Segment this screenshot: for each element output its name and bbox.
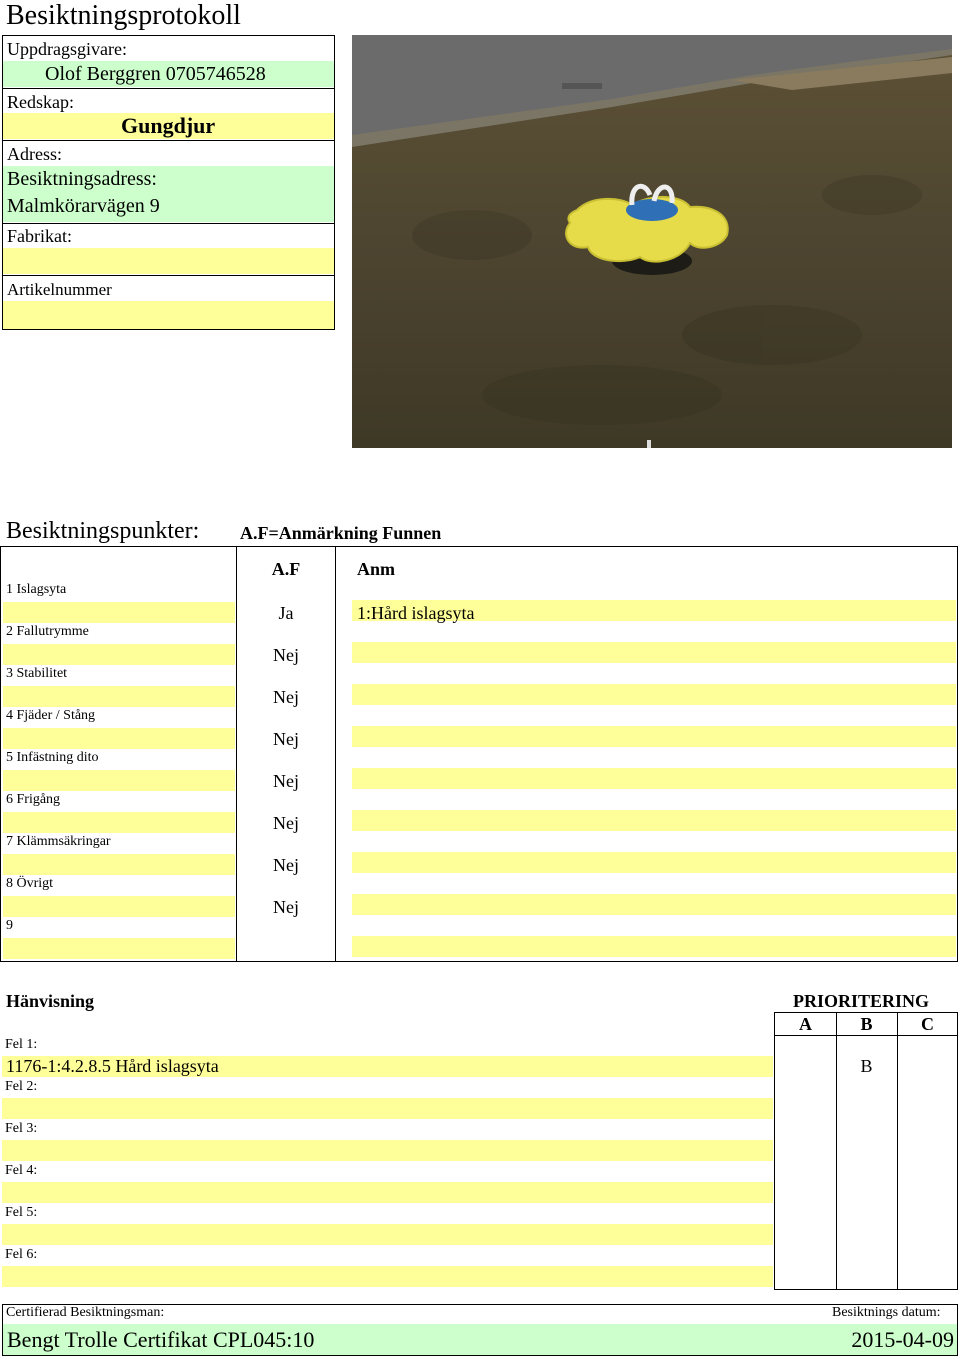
uppdragsgivare-label: Uppdragsgivare: [7,39,127,59]
point-af: Nej [273,687,299,707]
artikelnummer-label: Artikelnummer [7,280,112,299]
prioritering-grid [774,1012,958,1290]
prioritering-heading: PRIORITERING [793,991,930,1011]
point-label: 4 Fjäder / Stång [6,708,96,723]
cert-value: Bengt Trolle Certifikat CPL045:10 [3,1324,957,1355]
uppdragsgivare-value: Olof Berggren 0705746528 [3,61,334,87]
besiktningsadress-block [3,166,334,222]
besiktningsadress-value: Malmkörarvägen 9 [7,195,160,217]
point-af: Ja [278,603,294,623]
fel-prio-b: B [860,1056,873,1076]
fel-value [2,1140,773,1161]
fabrikat-label: Fabrikat: [7,226,72,246]
points-legend: A.F=Anmärkning Funnen [240,523,442,543]
date-label: Besiktnings datum: [832,1305,941,1320]
point-label: 2 Fallutrymme [6,624,89,639]
point-af: Nej [273,729,299,749]
point-af: Nej [273,813,299,833]
equipment-photo [352,35,952,448]
adress-label: Adress: [7,144,62,164]
fel-value: 1176-1:4.2.8.5 Hård islagsyta [2,1056,773,1077]
point-label: 1 Islagsyta [6,582,67,597]
hanvisning-heading: Hänvisning [6,991,95,1011]
equipment-photo-svg [352,35,952,448]
points-heading: Besiktningspunkter: [6,518,200,544]
fel-value [2,1182,773,1203]
prio-col-a: A [799,1014,812,1034]
point-label: 9 [6,918,13,933]
besiktningsadress-label: Besiktningsadress: [7,168,157,190]
fel-label: Fel 3: [5,1121,38,1136]
fel-value [2,1224,773,1245]
points-table [0,546,958,962]
point-label: 8 Övrigt [6,876,54,891]
col-anm-header: Anm [357,559,396,579]
prio-col-b: B [860,1014,873,1034]
page-title: Besiktningsprotokoll [6,0,241,31]
date-value: 2015-04-09 [851,1327,954,1352]
point-label: 3 Stabilitet [6,666,68,681]
fel-label: Fel 6: [5,1247,38,1262]
fel-value [2,1266,773,1287]
col-af-header: A.F [271,559,301,579]
point-af: Nej [273,645,299,665]
cert-label: Certifierad Besiktningsman: [6,1305,165,1320]
fabrikat-value [3,248,334,274]
fel-label: Fel 4: [5,1163,38,1178]
point-anm: 1:Hård islagsyta [357,603,475,623]
point-af: Nej [273,771,299,791]
point-label: 7 Klämmsäkringar [6,834,111,849]
fel-label: Fel 1: [5,1037,38,1052]
redskap-value: Gungdjur [3,113,334,139]
redskap-label: Redskap: [7,92,74,112]
fel-value [2,1098,773,1119]
point-af: Nej [273,897,299,917]
artikelnummer-value [3,301,334,329]
fel-label: Fel 5: [5,1205,38,1220]
point-af: Nej [273,855,299,875]
prio-col-c: C [921,1014,934,1034]
point-label: 5 Infästning dito [6,750,99,765]
info-box [2,35,335,330]
fel-label: Fel 2: [5,1079,38,1094]
point-label: 6 Frigång [6,792,61,807]
